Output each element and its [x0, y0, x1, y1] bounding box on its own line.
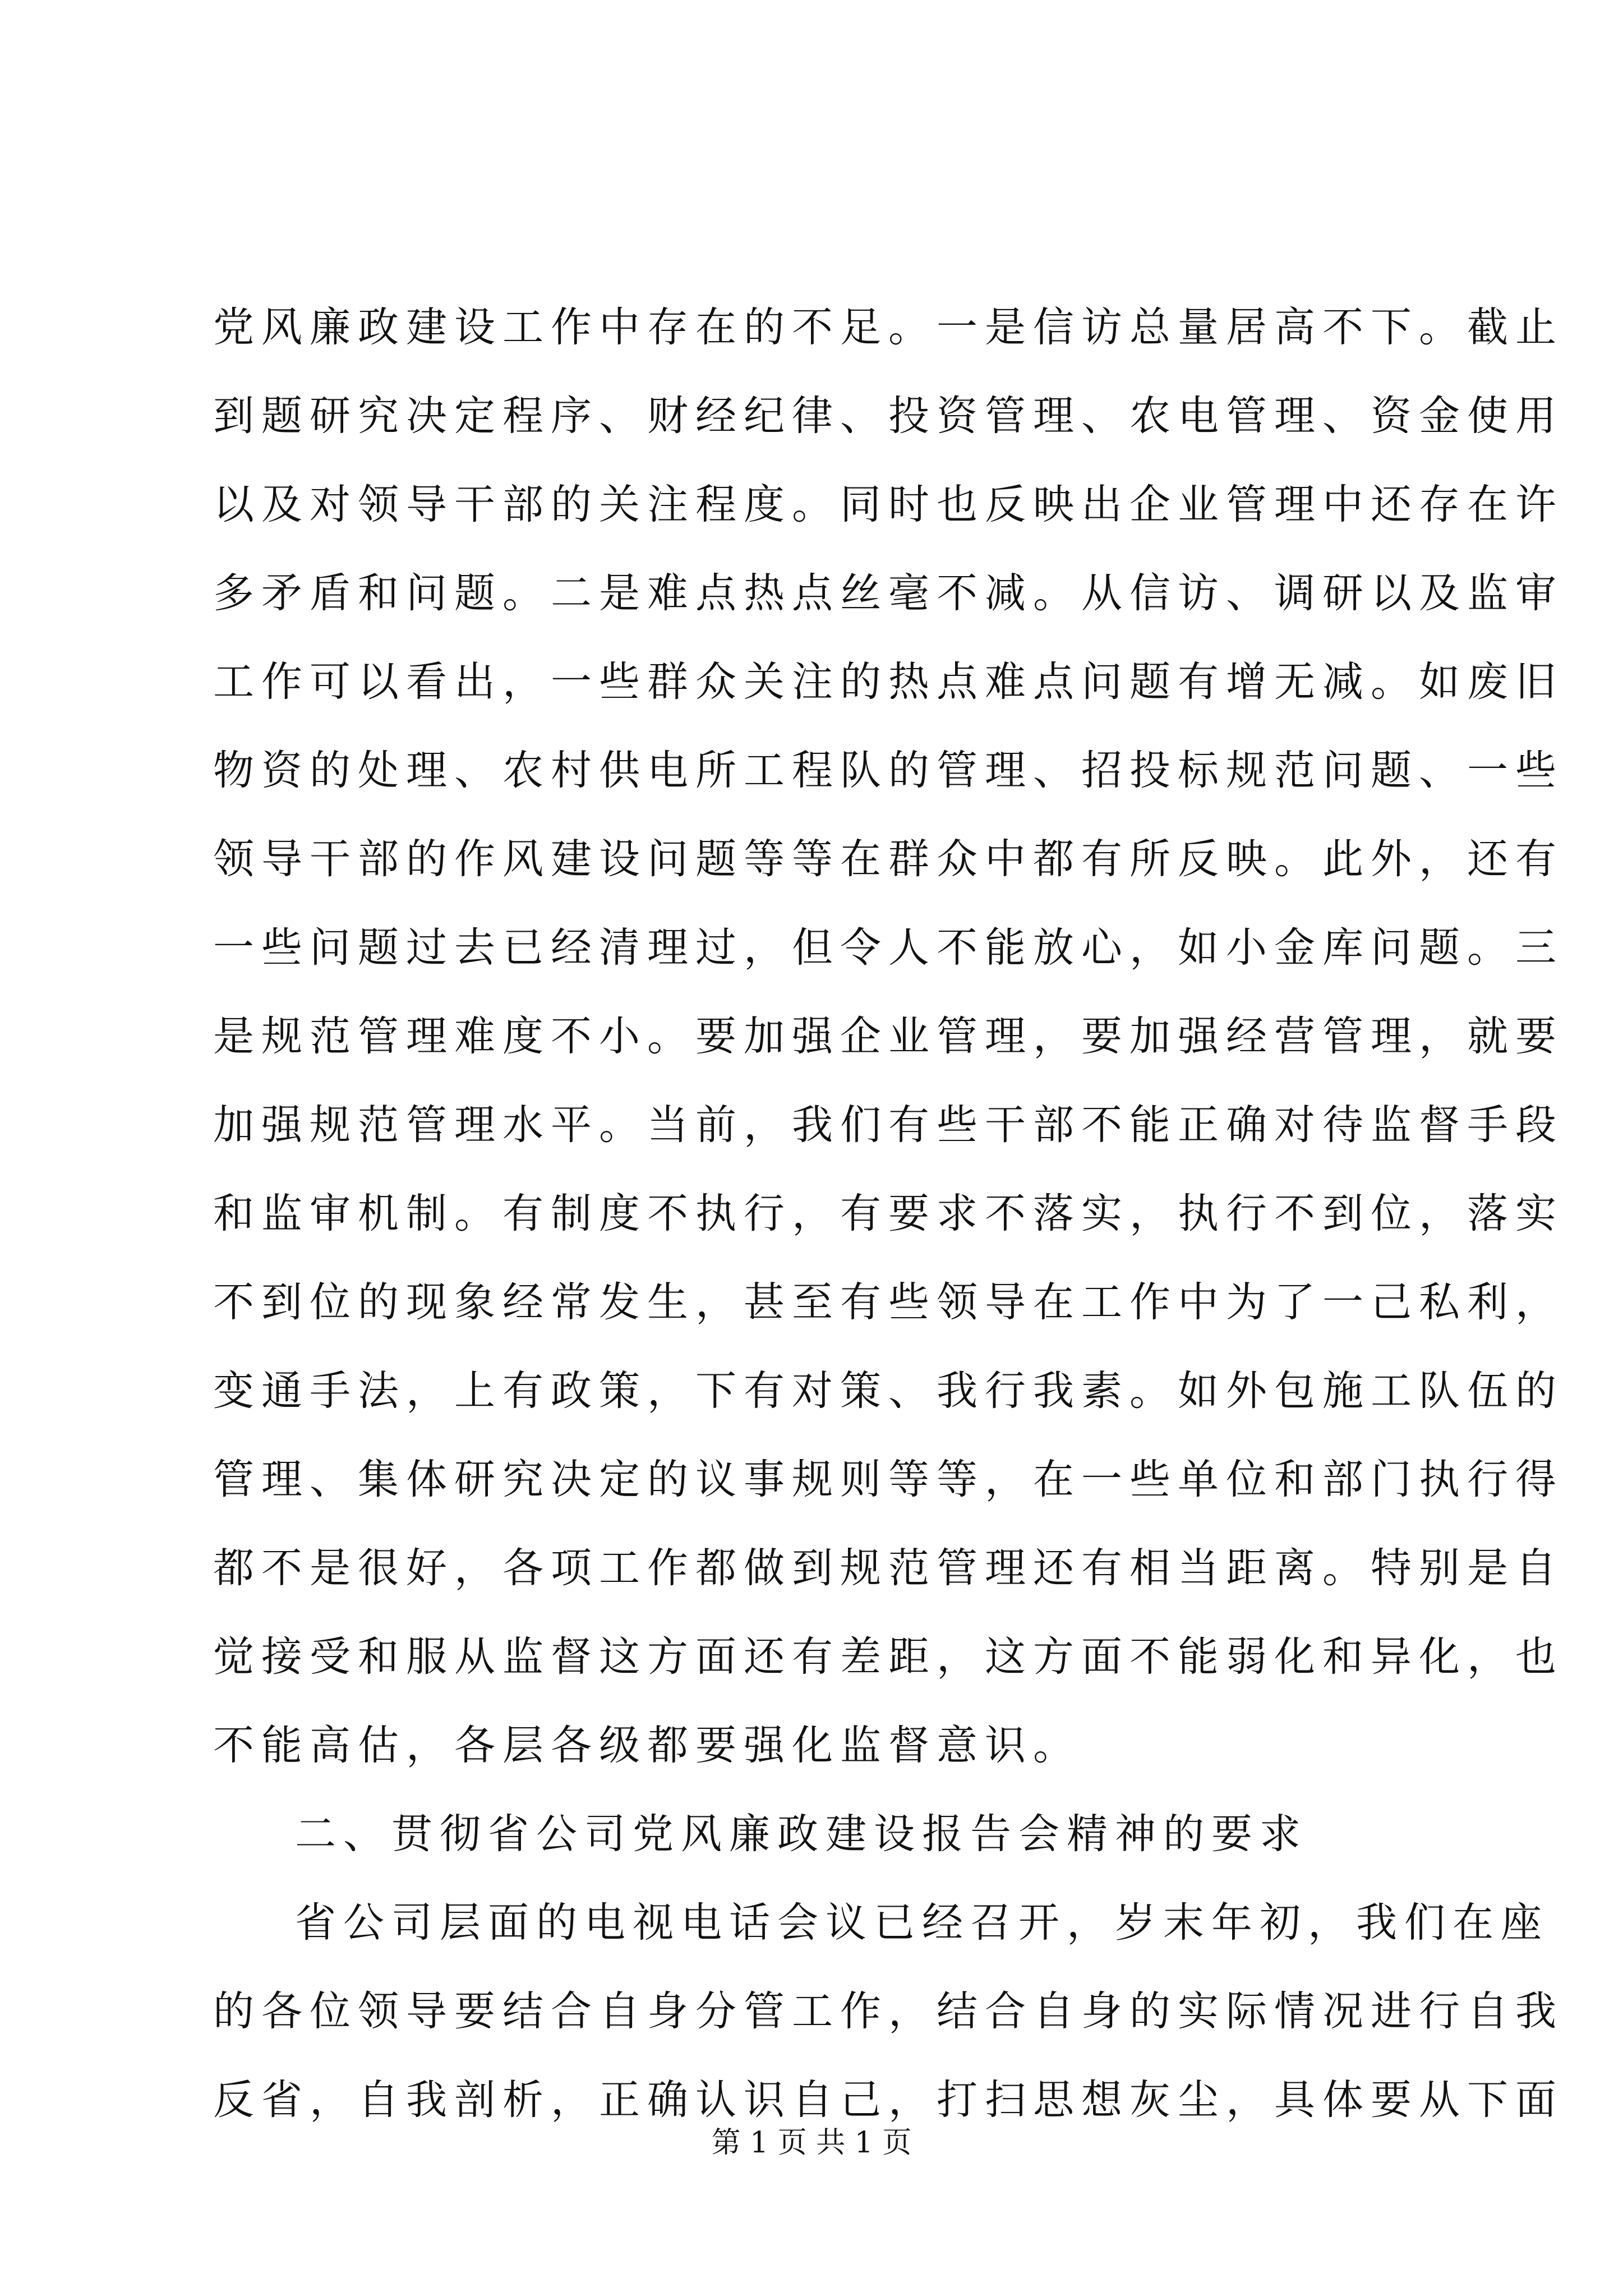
text-line: 不能高估，各层各级都要强化监督意识。 [213, 1722, 1081, 1769]
text-line: 多矛盾和问题。二是难点热点丝毫不减。从信访、调研以及监审 [213, 569, 1564, 617]
text-line: 到题研究决定程序、财经纪律、投资管理、农电管理、资金使用 [213, 392, 1564, 440]
text-line: 觉接受和服从监督这方面还有差距，这方面不能弱化和异化，也 [213, 1633, 1564, 1681]
text-line: 反省，自我剖析，正确认识自己，打扫思想灰尘，具体要从下面 [213, 2076, 1564, 2124]
text-line: 的各位领导要结合自身分管工作，结合自身的实际情况进行自我 [213, 1987, 1564, 2035]
text-line: 领导干部的作风建设问题等等在群众中都有所反映。此外，还有 [213, 835, 1564, 883]
text-line: 不到位的现象经常发生，甚至有些领导在工作中为了一己私利， [213, 1278, 1564, 1326]
page-number-footer: 第 1 页 共 1 页 [711, 2126, 912, 2160]
text-line: 和监审机制。有制度不执行，有要求不落实，执行不到位，落实 [213, 1190, 1564, 1237]
text-line: 加强规范管理水平。当前，我们有些干部不能正确对待监督手段 [213, 1101, 1564, 1149]
text-line: 是规范管理难度不小。要加强企业管理，要加强经营管理，就要 [213, 1013, 1564, 1060]
text-line: 一些问题过去已经清理过，但令人不能放心，如小金库问题。三 [213, 924, 1564, 972]
text-line: 工作可以看出，一些群众关注的热点难点问题有增无减。如废旧 [213, 658, 1564, 706]
text-line: 物资的处理、农村供电所工程队的管理、招投标规范问题、一些 [213, 747, 1564, 794]
text-line: 党风廉政建设工作中存在的不足。一是信访总量居高不下。截止 [213, 303, 1564, 351]
text-line: 都不是很好，各项工作都做到规范管理还有相当距离。特别是自 [213, 1544, 1564, 1592]
text-line: 变通手法，上有政策，下有对策、我行我素。如外包施工队伍的 [213, 1367, 1564, 1415]
text-line: 以及对领导干部的关注程度。同时也反映出企业管理中还存在许 [213, 481, 1564, 528]
text-line: 省公司层面的电视电话会议已经召开，岁末年初，我们在座 [295, 1899, 1549, 1947]
section-heading: 二、贯彻省公司党风廉政建设报告会精神的要求 [295, 1810, 1308, 1858]
document-body [213, 283, 1564, 2145]
text-line: 管理、集体研究决定的议事规则等等，在一些单位和部门执行得 [213, 1456, 1564, 1503]
